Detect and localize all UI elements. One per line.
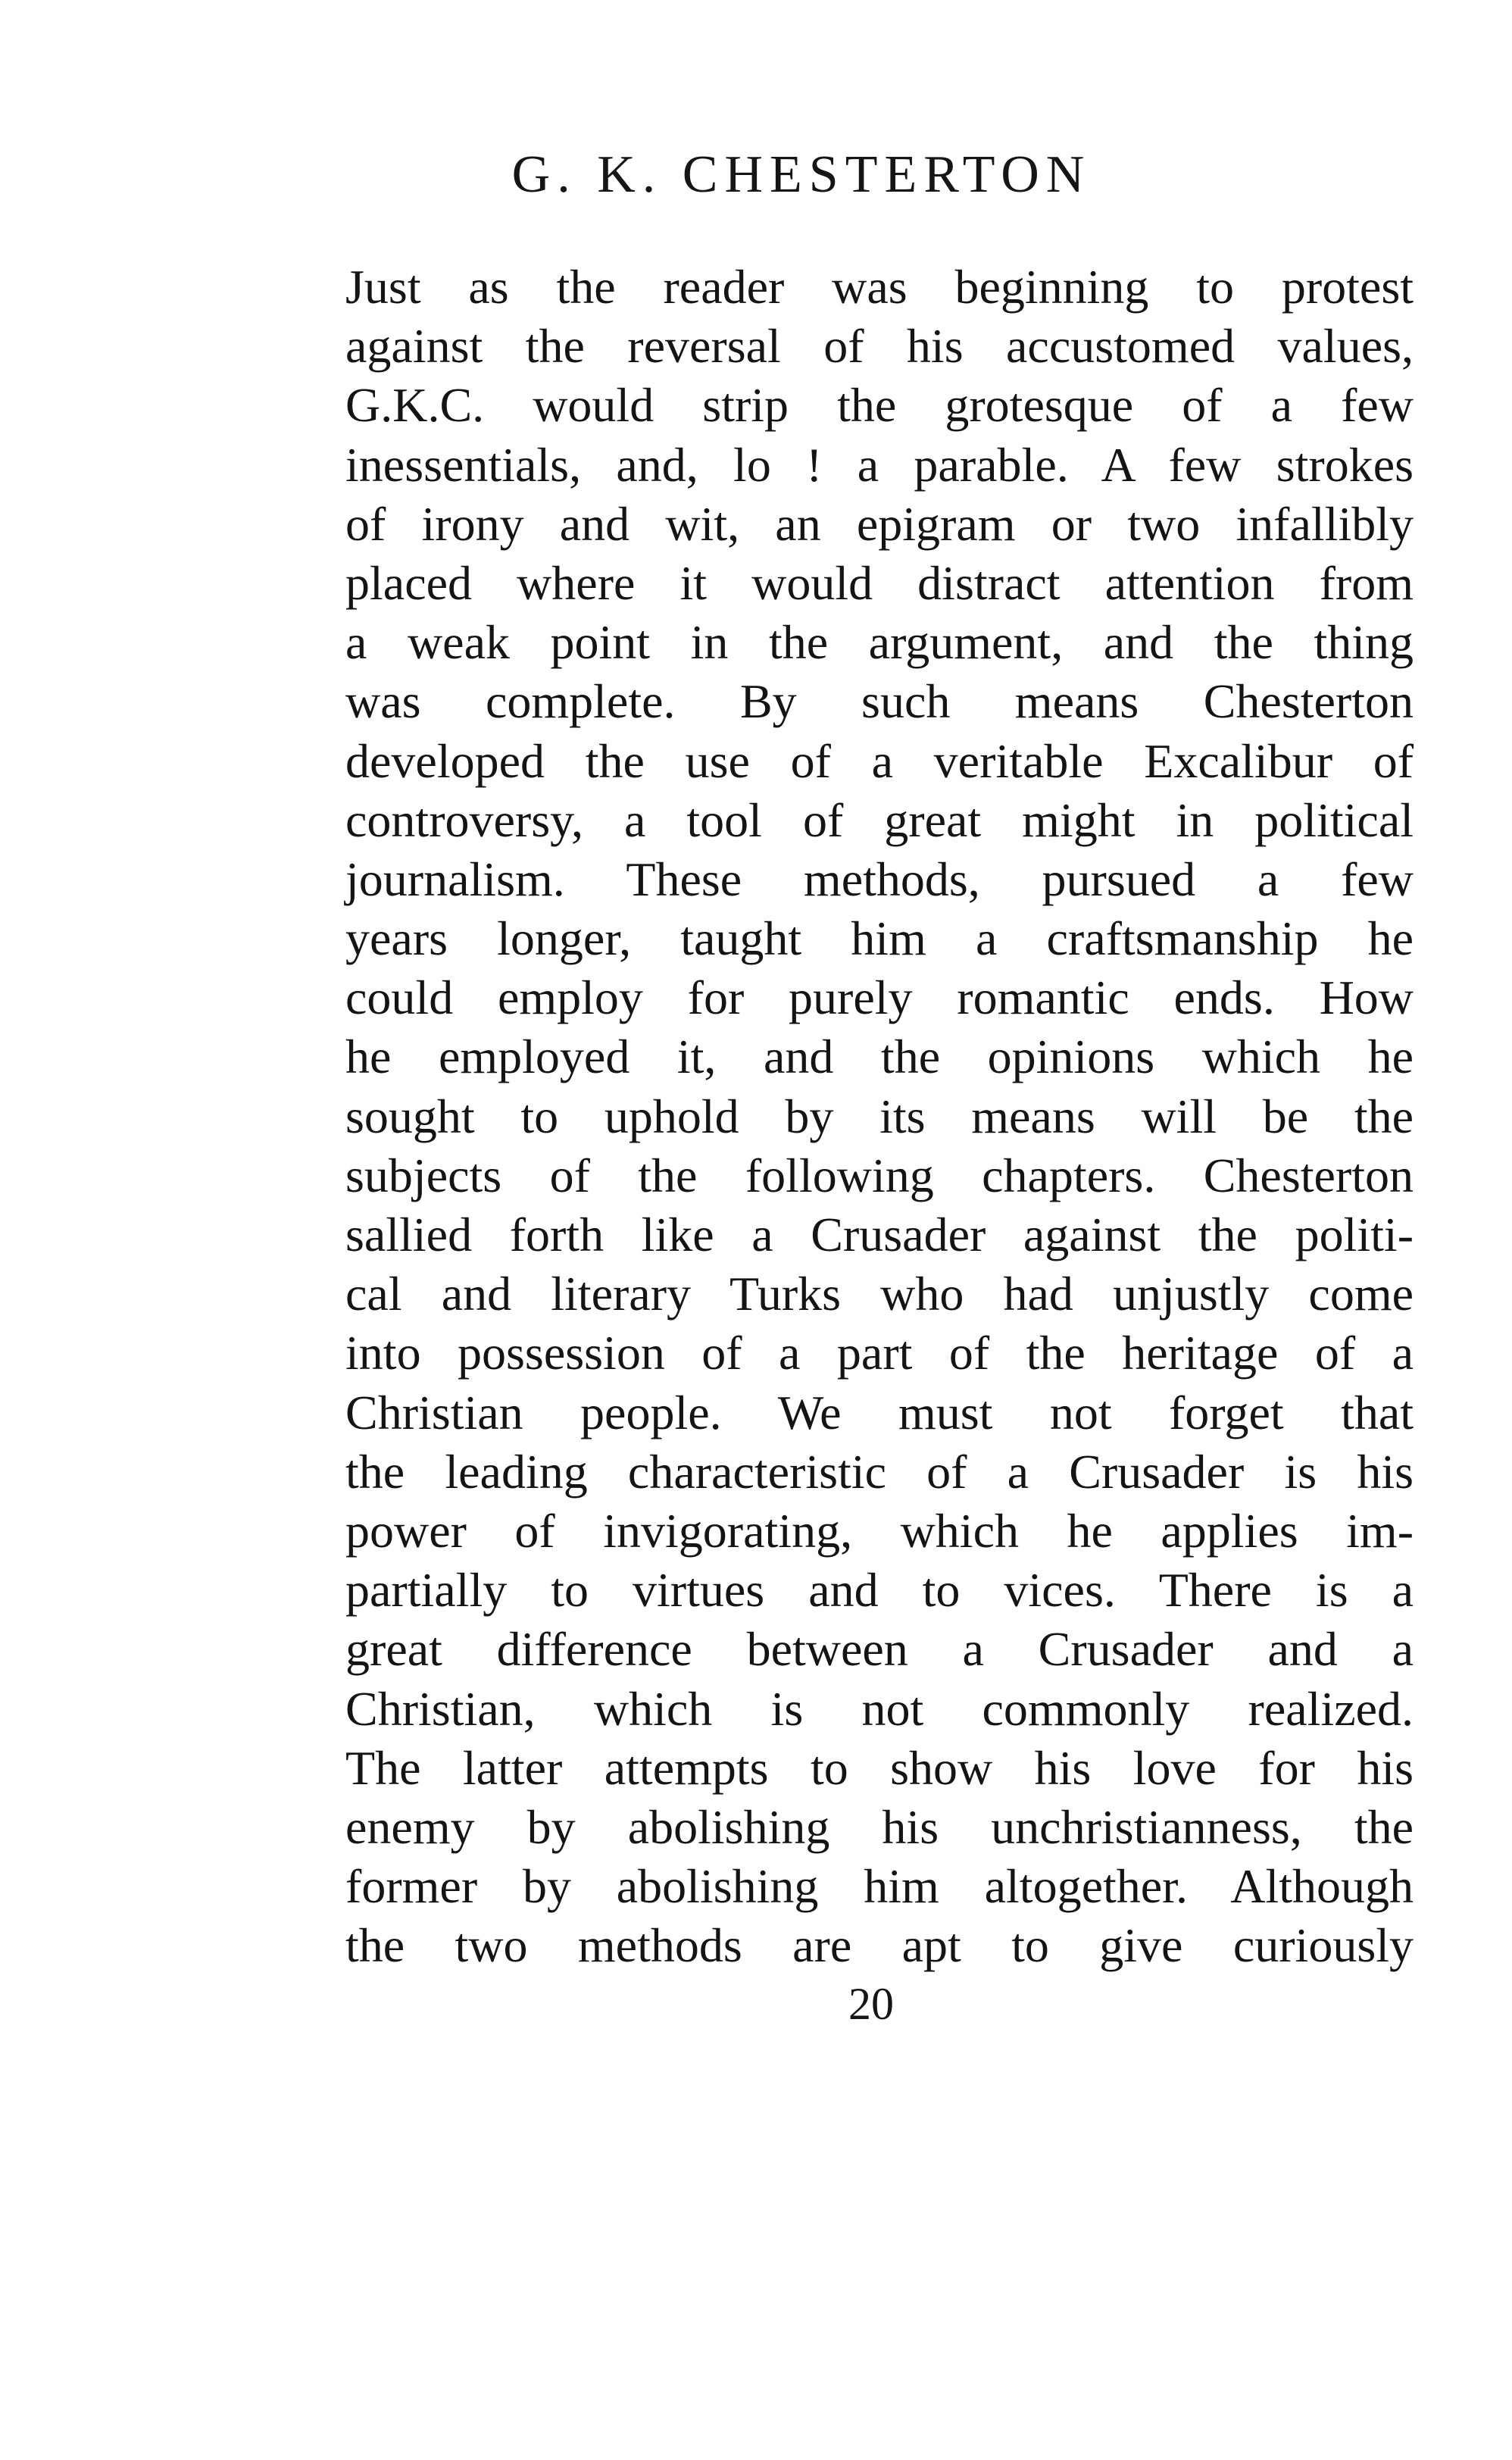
text-line: he employed it, and the opinions which he — [345, 1030, 1414, 1084]
text-line: controversy, a tool of great might in political — [345, 792, 1414, 847]
text-line: of irony and wit, an epigram or two infallibly — [345, 496, 1414, 551]
text-line: developed the use of a veritable Excalibur of — [345, 733, 1414, 788]
text-line: a weak point in the argument, and the thing — [345, 615, 1414, 670]
text-line: Christian people. We must not forget that — [345, 1385, 1414, 1439]
text-line: partially to virtues and to vices. There is a — [345, 1563, 1414, 1618]
text-line: cal and literary Turks who had unjustly come — [345, 1267, 1414, 1321]
text-line: the two methods are apt to give curiously — [345, 1918, 1414, 1973]
text-line: former by abolishing him altogether. Although — [345, 1859, 1414, 1914]
text-line: into possession of a part of the heritage of a — [345, 1326, 1414, 1380]
text-line: against the reversal of his accustomed values, — [345, 319, 1414, 374]
text-line: power of invigorating, which he applies im- — [345, 1503, 1414, 1558]
text-line: subjects of the following chapters. Chesterton — [345, 1148, 1414, 1202]
body-text — [345, 258, 1414, 1975]
text-line: journalism. These methods, pursued a few — [345, 852, 1414, 906]
text-line: placed where it would distract attention from — [345, 555, 1414, 610]
text-line: the leading characteristic of a Crusader is his — [345, 1444, 1414, 1499]
text-line: The latter attempts to show his love for his — [345, 1740, 1414, 1795]
text-line: Just as the reader was beginning to protest — [345, 260, 1414, 314]
text-line: enemy by abolishing his unchristianness, the — [345, 1799, 1414, 1854]
text-line: sought to uphold by its means will be the — [345, 1089, 1414, 1143]
text-line: great difference between a Crusader and a — [345, 1622, 1414, 1677]
running-head: G. K. CHESTERTON — [511, 145, 1092, 204]
text-line: years longer, taught him a craftsmanship he — [345, 911, 1414, 966]
text-line: inessentials, and, lo ! a parable. A few strokes — [345, 437, 1414, 492]
text-line: sallied forth like a Crusader against the politi- — [345, 1208, 1414, 1261]
text-line: G.K.C. would strip the grotesque of a few — [345, 378, 1414, 433]
text-line: Christian, which is not commonly realized. — [345, 1681, 1414, 1736]
page-number: 20 — [848, 1979, 894, 2029]
text-line: could employ for purely romantic ends. How — [345, 971, 1414, 1025]
text-line: was complete. By such means Chesterton — [345, 674, 1414, 729]
